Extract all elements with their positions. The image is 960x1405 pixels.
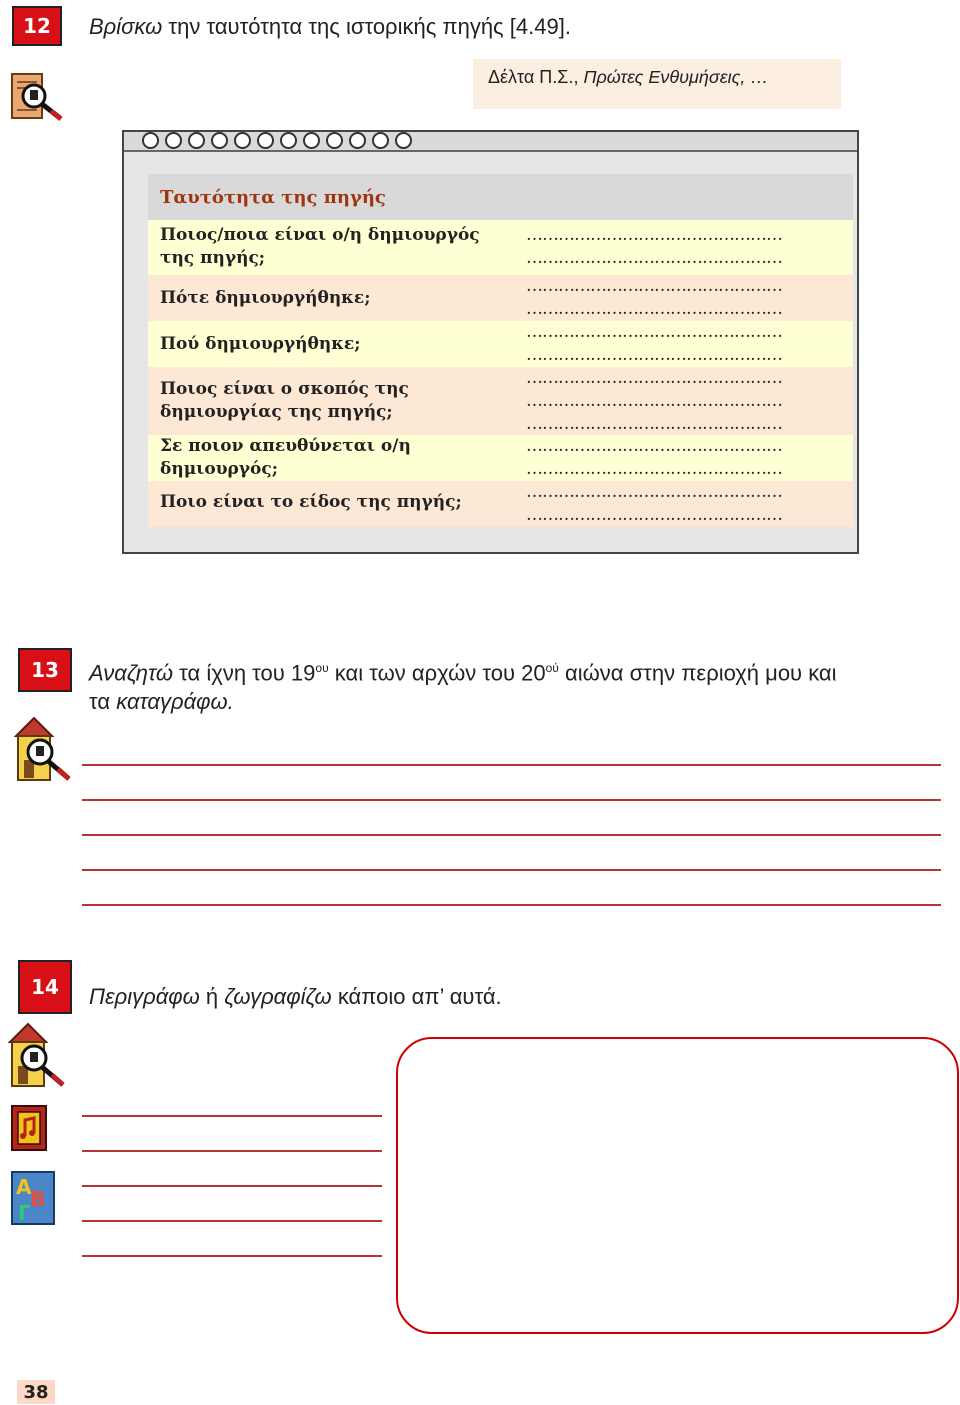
task-14-text: ή	[205, 984, 219, 1009]
table-row	[148, 321, 853, 367]
table-row	[148, 435, 853, 481]
task-13-verb-2: καταγράφω.	[116, 689, 234, 715]
magnifier-house-icon	[14, 716, 72, 782]
task-13-text: τα	[89, 689, 111, 715]
dotted-line: …………………………………………	[526, 414, 782, 434]
dotted-line: …………………………………………	[526, 225, 782, 245]
question-where: Πού δημιουργήθηκε;	[160, 334, 361, 354]
notebook-frame	[122, 130, 859, 554]
spiral-ring	[211, 132, 228, 149]
dotted-line: …………………………………………	[526, 505, 782, 525]
page-number: 38	[17, 1380, 55, 1404]
notebook-spiral-bar	[124, 132, 857, 152]
dotted-line: …………………………………………	[526, 276, 782, 296]
spiral-ring	[372, 132, 389, 149]
dotted-line: …………………………………………	[526, 299, 782, 319]
task-14-verb-1: Περιγράφω	[89, 984, 200, 1009]
answer-space[interactable]	[514, 321, 853, 367]
writing-line[interactable]	[82, 1185, 382, 1187]
music-frame-icon	[10, 1104, 48, 1152]
source-author: Δέλτα Π.Σ.,	[488, 67, 584, 87]
spiral-ring	[395, 132, 412, 149]
magnifier-document-icon	[10, 72, 66, 122]
table-row	[148, 367, 853, 435]
superscript: ου	[315, 661, 329, 675]
drawing-area[interactable]	[396, 1037, 959, 1334]
magnifier-house-icon	[8, 1022, 66, 1088]
task-14-text: κάποιο απ’ αυτά.	[337, 984, 502, 1009]
source-title: Πρώτες Ενθυμήσεις, …	[583, 67, 769, 87]
svg-text:A: A	[16, 1175, 32, 1199]
writing-line[interactable]	[82, 834, 941, 836]
table-row	[148, 275, 853, 321]
source-citation	[473, 59, 841, 109]
spiral-ring	[188, 132, 205, 149]
task-number-14: 14	[18, 960, 72, 1014]
task-12-verb: Βρίσκω	[89, 14, 163, 39]
writing-line[interactable]	[82, 764, 941, 766]
answer-space[interactable]	[514, 435, 853, 481]
writing-line[interactable]	[82, 904, 941, 906]
question-audience: Σε ποιον απευθύνεται ο/η δημιουργός;	[160, 436, 411, 479]
task-14-instruction	[89, 984, 502, 1010]
spiral-ring	[234, 132, 251, 149]
writing-line[interactable]	[82, 1220, 382, 1222]
alphabet-book-icon	[10, 1170, 56, 1226]
svg-text:Γ: Γ	[18, 1201, 31, 1225]
dotted-line: …………………………………………	[526, 368, 782, 388]
dotted-line: …………………………………………	[526, 436, 782, 456]
spiral-ring	[142, 132, 159, 149]
task-number-13: 13	[18, 648, 72, 692]
source-identity-table	[148, 174, 853, 527]
writing-line[interactable]	[82, 1255, 382, 1257]
spiral-ring	[349, 132, 366, 149]
task-12-instruction	[89, 14, 571, 40]
task-13-text: και των αρχών του 20	[334, 660, 546, 686]
dotted-line: …………………………………………	[526, 391, 782, 411]
question-when: Πότε δημιουργήθηκε;	[160, 288, 371, 308]
table-row	[148, 481, 853, 527]
table-row	[148, 220, 853, 275]
task-number-12: 12	[12, 6, 62, 46]
answer-space[interactable]	[514, 220, 853, 275]
spiral-ring	[165, 132, 182, 149]
task-13-instruction	[89, 654, 957, 716]
task-13-verb: Αναζητώ	[89, 660, 174, 686]
dotted-line: …………………………………………	[526, 248, 782, 268]
dotted-line: …………………………………………	[526, 482, 782, 502]
task-14-verb-2: ζωγραφίζω	[224, 984, 332, 1009]
answer-space[interactable]	[514, 367, 853, 435]
question-purpose: Ποιος είναι ο σκοπός της δημιουργίας της πηγής;	[160, 379, 409, 422]
writing-line[interactable]	[82, 799, 941, 801]
writing-line[interactable]	[82, 1115, 382, 1117]
task-13-text: αιώνα στην περιοχή μου και	[564, 660, 837, 686]
question-creator: Ποιος/ποια είναι ο/η δημιουργός της πηγής;	[160, 225, 480, 268]
dotted-line: …………………………………………	[526, 322, 782, 342]
writing-line[interactable]	[82, 869, 941, 871]
question-type: Ποιο είναι το είδος της πηγής;	[160, 492, 462, 512]
svg-text:B: B	[30, 1187, 46, 1211]
table-header: Ταυτότητα της πηγής	[148, 174, 853, 220]
spiral-ring	[303, 132, 320, 149]
dotted-line: …………………………………………	[526, 345, 782, 365]
spiral-ring	[280, 132, 297, 149]
writing-line[interactable]	[82, 1150, 382, 1152]
task-12-instruction-rest: την ταυτότητα της ιστορικής πηγής [4.49].	[168, 14, 571, 39]
spiral-ring	[257, 132, 274, 149]
spiral-ring	[326, 132, 343, 149]
answer-space[interactable]	[514, 481, 853, 527]
dotted-line: …………………………………………	[526, 459, 782, 479]
task-13-text: τα ίχνη του 19	[179, 660, 316, 686]
answer-space[interactable]	[514, 275, 853, 321]
superscript: ού	[545, 661, 559, 675]
